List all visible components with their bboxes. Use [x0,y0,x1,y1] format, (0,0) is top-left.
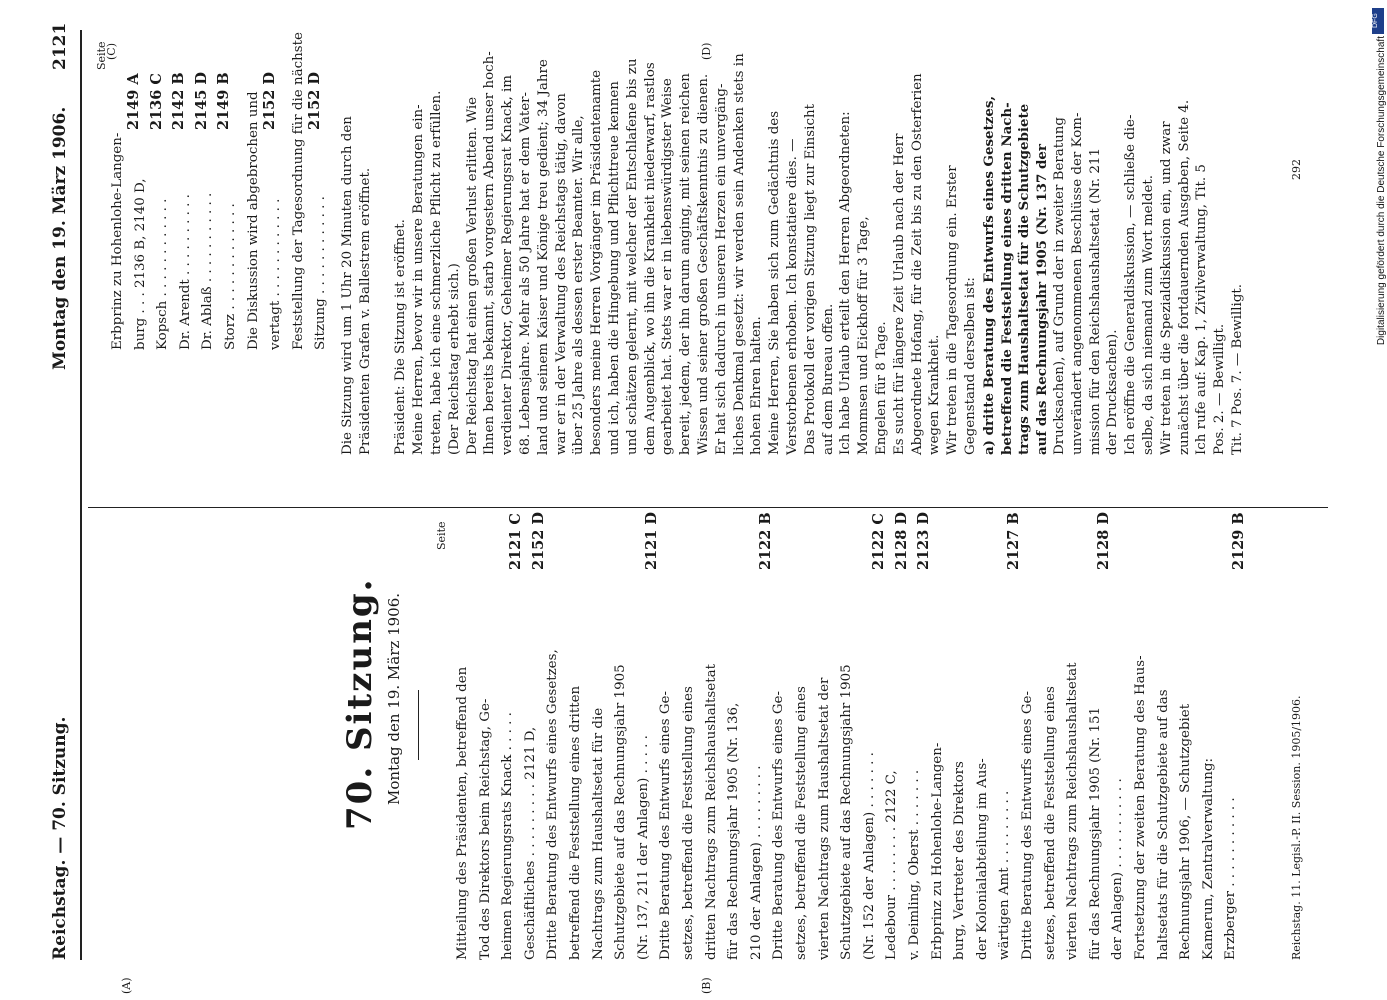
left-text-line: vierten Nachtrags zum Haushaltsetat der [816,677,832,960]
body-text-line: bereit, jedem, der ihn darum anging, mit seinen reichen [678,73,694,455]
body-text-line: Engelen für 8 Tage. [874,321,889,455]
left-text-line: burg, Vertreter des Direktors [952,761,968,960]
body-text-line: Ich rufe auf: Kap. 1, Zivilverwaltung, Tit. 5 [1194,164,1210,455]
left-text-line: setzes, betreffend die Feststellung eines [681,686,696,960]
body-text-line: wegen Krankheit. [927,334,943,455]
left-text-line: Nachtrags zum Haushaltsetat für die [590,707,606,960]
toc-line: Sitzung . . . . . . . . . . . . [313,196,329,350]
left-seite-label: Seite [435,521,448,550]
body-text-line: besonders meine Herren Vorgänger im Präsidentenamte [589,69,605,455]
left-text-line: setzes, betreffend die Feststellung eines [1042,686,1058,960]
body-text-line: und schätzen gelernt, mit welcher der Entschlafene bis zu [624,58,640,455]
left-text-line: haltsetats für die Schutzgebiete auf das [1155,689,1171,960]
margin-letter-c: (C) [105,43,118,60]
body-text-line: betreffend die Feststellung eines dritten Nach- [998,102,1015,455]
left-text-line: setzes, betreffend die Feststellung eines [794,686,809,960]
page-reference: 2152 D [306,72,323,130]
body-text-line: Der Reichstag hat einen großen Verlust erlitten. Wie [464,96,480,455]
left-text-line: Schutzgebiete auf das Rechnungsjahr 1905 [613,664,629,960]
body-text-line: 68. Lebensjahre. Mehr als 50 Jahre hat er dem Vater- [518,91,533,455]
header-left: Reichstag. — 70. Sitzung. [50,716,70,960]
body-text-line: liches Denkmal gesetzt: wir werden sein Andenken stets in [731,53,747,455]
session-date: Montag den 19. März 1906. [385,592,403,805]
left-text-line: der Anlagen) . . . . . . . . . . . [1110,778,1126,960]
header-page-number: 2121 [50,22,70,70]
body-text-line: Wir treten in die Spezialdiskussion ein, und zwar [1158,121,1174,455]
page-reference: 2129 B [1230,512,1247,570]
body-text-line: auf das Rechnungsjahr 1905 (Nr. 137 der [1034,144,1051,455]
left-text-line: dritten Nachtrags zum Reichshaushaltsetat [703,664,719,960]
left-footer: Reichstag. 11. Legisl.-P. II. Session. 1905/1906. [1290,695,1303,960]
page-reference: 2128 D [1095,512,1112,570]
body-text-line: Gegenstand derselben ist: [963,277,978,455]
left-text-line: Fortsetzung der zweiten Beratung des Haus- [1133,655,1148,960]
left-text-line: für das Rechnungsjahr 1905 (Nr. 151 [1087,706,1103,960]
body-text-line: trags zum Haushaltsetat für die Schutzgebiete [1016,103,1033,455]
body-text-line: Abgeordnete Hofang, für die Zeit bis zu den Osterferien [909,73,925,455]
left-text-line: 210 der Anlagen) . . . . . . . . . [748,765,764,960]
toc-line: Die Diskussion wird abgebrochen und [245,91,261,350]
right-seite-label: Seite [95,41,108,70]
left-text-line: Dritte Beratung des Entwurfs eines Ge- [771,691,787,960]
body-text-line: Präsident: Die Sitzung ist eröffnet. [393,219,409,455]
session-title: 70. Sitzung. [340,577,380,830]
body-text-line: unverändert angenommenen Beschlüsse der Kom- [1069,112,1085,455]
column-divider [88,507,1328,508]
page-reference: 2136 C [148,73,165,130]
body-text-line: Wissen und seiner großen Geschäftskenntnis zu dienen. [696,73,711,455]
body-text-line: Mommsen und Eickhoff für 3 Tage, [856,216,872,455]
toc-line: Erbprinz zu Hohenlohe-Langen- [110,132,125,350]
toc-line: Feststellung der Tagesordnung für die nächste [290,32,306,350]
body-text-line: zunächst über die fortdauernden Ausgaben, Seite 4. [1176,99,1192,455]
body-text-line: treten, habe ich eine schmerzliche Pflicht zu erfüllen. [429,90,444,455]
left-text-line: Geschäftliches . . . . . . . . . 2121 D, [522,726,538,960]
dfg-credit-text: Digitalisierung gefördert durch die Deutsche Forschungsgemeinschaft [1376,36,1387,346]
body-text-line: Es sucht für längere Zeit Urlaub nach der Herr [891,133,907,455]
left-text-line: Dritte Beratung des Entwurfs eines Gesetzes, [545,649,561,960]
header-rule [80,30,82,960]
page-reference: 2127 B [1005,512,1022,570]
left-text-line: Ledebour . . . . . . . . 2122 C, [884,770,900,960]
toc-line: vertagt . . . . . . . . . . . . [268,198,284,350]
body-text-line: der Drucksachen). [1105,329,1121,455]
body-text-line: Er hat sich dadurch in unseren Herzen ein unvergäng- [713,83,729,455]
body-text-line: Ich habe Urlaub erteilt den Herren Abgeordneten: [838,111,854,455]
right-footer-number: 292 [1290,159,1303,180]
page-reference: 2149 B [215,72,232,130]
body-text-line: (Der Reichstag erhebt sich.) [446,263,462,455]
body-text-line: Meine Herren, Sie haben sich zum Gedächtnis des [767,110,783,455]
body-text-line: Das Protokoll der vorigen Sitzung liegt zur Einsicht [802,104,818,455]
left-text-line: Mitteilung des Präsidenten, betreffend den [455,666,470,960]
toc-line: Storz . . . . . . . . . . . . . [223,203,238,350]
body-text-line: Pos. 2. — Bewilligt. [1212,323,1228,455]
body-text-line: a) dritte Beratung des Entwurfs eines Gesetzes, [980,95,997,455]
body-text-line: verdienter Direktor, Geheimer Regierungsrat Knack, im [500,75,516,455]
margin-letter-a: (A) [120,977,133,994]
body-text-line: über 25 Jahre als dessen erster Beamter. Wir alle, [571,115,587,455]
body-text-line: Drucksachen), auf Grund der in zweiter Beratung [1052,117,1067,455]
page-reference: 2142 B [170,72,187,130]
page-reference: 2152 D [261,72,278,130]
body-text-line: Die Sitzung wird um 1 Uhr 20 Minuten durch den [340,116,355,455]
body-text-line: Ich eröffne die Generaldiskussion, — schließe die- [1123,114,1139,455]
body-text-line: Ihnen bereits bekannt, starb vorgestern Abend unser hoch- [482,51,498,455]
left-text-line: wärtigen Amt . . . . . . . . . [997,790,1013,960]
body-text-line: Präsidenten Grafen v. Ballestrem eröffnet. [357,167,373,455]
toc-line: Dr. Ablaß . . . . . . . . . . . [200,192,216,350]
page-reference: 2121 C [507,513,524,570]
body-text-line: und ich, haben die Hingebung und Pflichttreue kennen [607,81,622,455]
toc-line: Dr. Arendt . . . . . . . . . . [177,194,193,350]
left-text-line: Dritte Beratung des Entwurfs eines Ge- [658,691,674,960]
dfg-logo: DFG [1372,8,1384,34]
left-text-line: betreffend die Feststellung eines dritten [568,685,583,960]
page-reference: 2121 D [643,512,660,570]
page-reference: 2149 A [125,73,142,130]
toc-line: Kopsch . . . . . . . . . . . . [155,198,171,350]
left-text-line: (Nr. 152 der Anlagen) . . . . . . . [861,752,877,960]
title-rule [418,690,419,760]
left-text-line: heimen Regierungsrats Knack . . . . . [500,712,516,960]
body-text-line: war er in der Verwaltung des Reichstags tätig, davon [553,93,569,455]
page-reference: 2145 D [193,72,210,130]
margin-letter-d: (D) [700,42,713,60]
body-text-line: land und seinem Kaiser und Könige treu gedient; 34 Jahre [535,59,551,455]
body-text-line: Wir treten in die Tagesordnung ein. Erster [945,165,961,455]
left-text-line: Kamerun, Zentralverwaltung: [1200,757,1216,960]
page-reference: 2152 D [530,512,547,570]
header-center: Montag den 19. März 1906. [50,106,70,370]
margin-letter-b: (B) [700,977,713,994]
body-text-line: selbe, da sich niemand zum Wort meldet. [1141,174,1156,455]
left-text-line: für das Rechnungsjahr 1905 (Nr. 136, [726,702,742,960]
body-text-line: Meine Herren, bevor wir in unsere Beratungen ein- [411,104,427,455]
body-text-line: Tit. 7 Pos. 7. — Bewilligt. [1230,283,1245,455]
left-text-line: Dritte Beratung des Entwurfs eines Ge- [1020,691,1035,960]
body-text-line: gearbeitet hat. Stets war er in liebenswürdigster Weise [660,78,676,455]
left-text-line: v. Deimling, Oberst . . . . . . . [907,769,922,960]
body-text-line: Verstorbenen erhoben. Ich konstatiere dies. — [785,138,800,455]
page-reference: 2128 D [893,512,910,570]
left-text-line: Rechnungsjahr 1906, — Schutzgebiet [1178,703,1194,960]
body-text-line: mission für den Reichshaushaltsetat (Nr. 211 [1087,148,1103,455]
left-text-line: Tod des Direktors beim Reichstag, Ge- [477,698,493,960]
left-text-line: (Nr. 137, 211 der Anlagen) . . . . . [635,735,651,960]
body-text-line: hohen Ehren halten. [749,316,765,455]
page-reference: 2122 B [757,512,774,570]
left-text-line: vierten Nachtrags zum Reichshaushaltsetat [1065,662,1081,960]
page-reference: 2123 D [915,512,932,570]
left-text-line: Schutzgebiete auf das Rechnungsjahr 1905 [839,664,855,960]
left-text-line: Erzberger . . . . . . . . . . . [1223,797,1239,960]
left-text-line: Erbprinz zu Hohenlohe-Langen- [929,742,945,960]
body-text-line: dem Augenblick, wo ihn die Krankheit niederwarf, rastlos [642,62,658,455]
left-text-line: der Kolonialabteilung im Aus- [974,758,990,960]
page-reference: 2122 C [870,513,887,570]
toc-line: burg . . . 2136 B, 2140 D, [132,178,148,350]
body-text-line: auf dem Bureau offen. [820,303,836,455]
